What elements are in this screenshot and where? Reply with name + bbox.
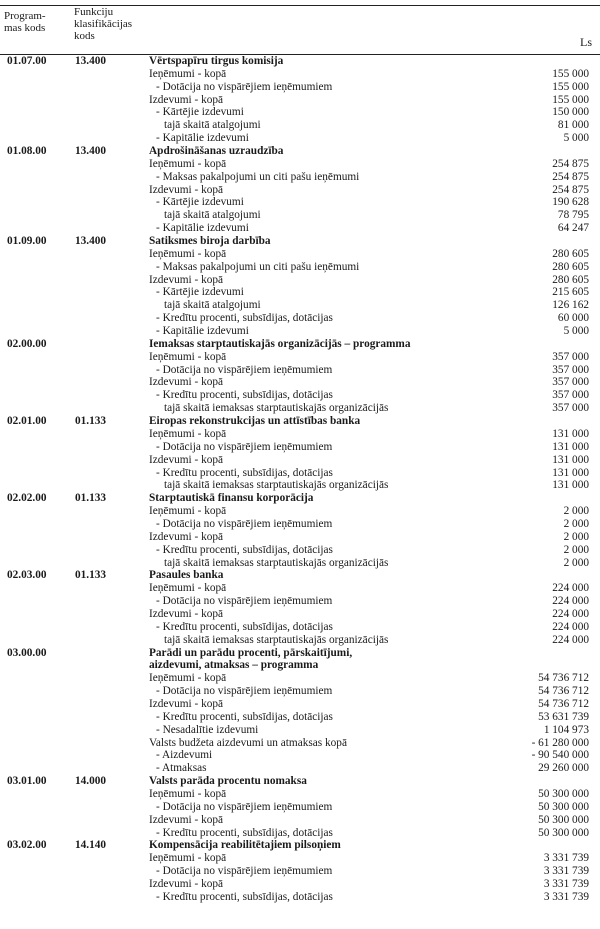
table-row [0, 364, 600, 377]
row-label: Ieņēmumi - kopā [149, 787, 227, 800]
row-label: - Kredītu procenti, subsīdijas, dotācijas [156, 710, 333, 723]
table-row [0, 827, 600, 840]
section-title-row [0, 839, 600, 852]
row-label: aizdevumi, atmaksas – programma [149, 659, 319, 672]
row-value: 357 000 [552, 376, 589, 389]
row-value: 280 605 [552, 273, 589, 286]
table-row [0, 454, 600, 467]
row-label: Eiropas rekonstrukcijas un attīstības banka [149, 415, 361, 428]
section-title-row [0, 659, 600, 672]
table-row [0, 634, 600, 647]
table-row [0, 402, 600, 415]
row-value: 357 000 [552, 389, 589, 402]
row-value: 54 736 712 [538, 697, 589, 710]
row-label: - Kapitālie izdevumi [156, 222, 249, 235]
table-row [0, 299, 600, 312]
table-row [0, 865, 600, 878]
row-value: 254 875 [552, 170, 589, 183]
function-code: 13.400 [75, 145, 107, 158]
table-row [0, 196, 600, 209]
row-value: 1 104 973 [543, 723, 589, 736]
row-value: 155 000 [552, 67, 589, 80]
table-row [0, 351, 600, 364]
row-label: Iemaksas starptautiskajās organizācijās – programma [149, 337, 411, 350]
row-label: Ieņēmumi - kopā [149, 350, 227, 363]
row-value: 54 736 712 [538, 672, 589, 685]
row-label: - Kārtējie izdevumi [156, 106, 244, 119]
row-value: 224 000 [552, 633, 589, 646]
table-row [0, 724, 600, 737]
function-code-header: Funkciju klasifikācijas kods [74, 6, 133, 42]
row-label: tajā skaitā iemaksas starptautiskajās organizācijās [164, 402, 389, 415]
row-label: - Kārtējie izdevumi [156, 286, 244, 299]
table-row [0, 106, 600, 119]
section-title-row [0, 569, 600, 582]
row-value: 150 000 [552, 106, 589, 119]
table-row [0, 557, 600, 570]
table-row [0, 376, 600, 389]
row-label: - Kredītu procenti, subsīdijas, dotācijas [156, 620, 333, 633]
row-label: Valsts budžeta aizdevumi un atmaksas kopā [149, 736, 347, 749]
section-title-row [0, 647, 600, 660]
table-row [0, 762, 600, 775]
program-code: 01.07.00 [7, 55, 47, 67]
row-label: Ieņēmumi - kopā [149, 582, 227, 595]
row-label: - Kredītu procenti, subsīdijas, dotācijas [156, 466, 333, 479]
table-row [0, 852, 600, 865]
row-value: 131 000 [552, 440, 589, 453]
table-row [0, 544, 600, 557]
table-row [0, 595, 600, 608]
budget-table-body [0, 55, 600, 904]
section-title-row [0, 145, 600, 158]
row-value: 78 795 [557, 209, 589, 222]
row-label: Ieņēmumi - kopā [149, 247, 227, 260]
row-label: tajā skaitā atalgojumi [164, 299, 261, 312]
row-label: - Dotācija no vispārējiem ieņēmumiem [156, 517, 333, 530]
row-value: 81 000 [557, 119, 589, 132]
row-label: - Dotācija no vispārējiem ieņēmumiem [156, 80, 333, 93]
function-code: 01.133 [75, 492, 107, 505]
table-row [0, 531, 600, 544]
row-label: - Kredītu procenti, subsīdijas, dotācijas [156, 826, 333, 839]
row-value: 280 605 [552, 260, 589, 273]
row-label: Kompensācija reabilitētajiem pilsoņiem [149, 839, 341, 852]
function-code: 01.133 [75, 569, 107, 582]
row-value: 2 000 [563, 556, 589, 569]
row-label: tajā skaitā atalgojumi [164, 209, 261, 222]
row-label: Ieņēmumi - kopā [149, 852, 227, 865]
function-code: 14.000 [75, 775, 107, 788]
row-label: Vērtspapīru tirgus komisija [149, 55, 284, 67]
table-row [0, 518, 600, 531]
table-row [0, 222, 600, 235]
row-value: 2 000 [563, 543, 589, 556]
row-label: Ieņēmumi - kopā [149, 157, 227, 170]
row-label: Valsts parāda procentu nomaksa [149, 775, 307, 788]
row-value: 155 000 [552, 93, 589, 106]
row-value: 50 300 000 [538, 813, 589, 826]
row-value: 3 331 739 [543, 852, 589, 865]
table-row [0, 119, 600, 132]
table-row [0, 184, 600, 197]
row-label: Ieņēmumi - kopā [149, 505, 227, 518]
row-label: - Kredītu procenti, subsīdijas, dotācijas [156, 312, 333, 325]
row-label: - Maksas pakalpojumi un citi pašu ieņēmumi [156, 260, 360, 273]
table-row [0, 685, 600, 698]
table-row [0, 274, 600, 287]
row-label: tajā skaitā iemaksas starptautiskajās organizācijās [164, 556, 389, 569]
section-title-row [0, 415, 600, 428]
row-label: Ieņēmumi - kopā [149, 672, 227, 685]
program-code: 03.00.00 [7, 646, 47, 659]
row-value: 3 331 739 [543, 890, 589, 903]
table-row [0, 325, 600, 338]
function-code: 13.400 [75, 235, 107, 248]
row-value: 190 628 [552, 196, 589, 209]
row-label: - Maksas pakalpojumi un citi pašu ieņēmumi [156, 170, 360, 183]
row-label: Pasaules banka [149, 569, 224, 582]
row-label: Izdevumi - kopā [149, 697, 224, 710]
table-row [0, 737, 600, 750]
row-label: Izdevumi - kopā [149, 813, 224, 826]
table-row [0, 814, 600, 827]
table-row [0, 158, 600, 171]
table-row [0, 132, 600, 145]
program-code: 02.00.00 [7, 337, 47, 350]
table-row [0, 286, 600, 299]
table-row [0, 878, 600, 891]
program-code: 01.09.00 [7, 235, 47, 248]
table-row [0, 94, 600, 107]
table-row [0, 672, 600, 685]
table-row [0, 312, 600, 325]
row-label: - Dotācija no vispārējiem ieņēmumiem [156, 363, 333, 376]
row-value: 2 000 [563, 505, 589, 518]
program-code: 01.08.00 [7, 145, 47, 158]
row-value: 29 260 000 [538, 762, 589, 775]
table-row [0, 467, 600, 480]
table-row [0, 621, 600, 634]
row-label: - Kredītu procenti, subsīdijas, dotācijas [156, 543, 333, 556]
row-label: Izdevumi - kopā [149, 183, 224, 196]
program-code: 02.03.00 [7, 569, 47, 582]
row-label: tajā skaitā iemaksas starptautiskajās organizācijās [164, 633, 389, 646]
row-label: - Kārtējie izdevumi [156, 196, 244, 209]
row-label: Izdevumi - kopā [149, 530, 224, 543]
function-code: 14.140 [75, 839, 107, 852]
row-value: 155 000 [552, 80, 589, 93]
program-code: 03.01.00 [7, 775, 47, 788]
row-value: 2 000 [563, 517, 589, 530]
program-code: 02.02.00 [7, 492, 47, 505]
table-row [0, 801, 600, 814]
row-label: Ieņēmumi - kopā [149, 427, 227, 440]
program-code: 02.01.00 [7, 415, 47, 428]
row-label: - Kapitālie izdevumi [156, 132, 249, 145]
row-value: 53 631 739 [538, 710, 589, 723]
function-code: 13.400 [75, 55, 107, 67]
table-row [0, 479, 600, 492]
row-value: 131 000 [552, 479, 589, 492]
table-row [0, 171, 600, 184]
row-label: - Nesadalītie izdevumi [156, 723, 259, 736]
table-row [0, 209, 600, 222]
row-label: - Dotācija no vispārējiem ieņēmumiem [156, 800, 333, 813]
row-label: Izdevumi - kopā [149, 878, 224, 890]
row-label: Starptautiskā finansu korporācija [149, 492, 314, 505]
table-row [0, 749, 600, 762]
table-row [0, 582, 600, 595]
row-value: - 61 280 000 [531, 736, 589, 749]
section-title-row [0, 338, 600, 351]
row-label: - Dotācija no vispārējiem ieņēmumiem [156, 440, 333, 453]
row-value: 254 875 [552, 157, 589, 170]
row-value: 280 605 [552, 247, 589, 260]
row-value: 224 000 [552, 620, 589, 633]
section-title-row [0, 55, 600, 68]
row-value: 131 000 [552, 453, 589, 466]
row-value: 126 162 [552, 299, 589, 312]
section-title-row [0, 235, 600, 248]
row-value: 64 247 [557, 222, 589, 235]
row-value: 5 000 [563, 132, 589, 145]
row-value: 254 875 [552, 183, 589, 196]
table-row [0, 441, 600, 454]
row-value: 60 000 [557, 312, 589, 325]
row-value: 3 331 739 [543, 878, 589, 890]
table-row [0, 261, 600, 274]
row-label: Satiksmes biroja darbība [149, 235, 271, 248]
row-value: 50 300 000 [538, 826, 589, 839]
section-title-row [0, 492, 600, 505]
row-value: 357 000 [552, 350, 589, 363]
row-value: 357 000 [552, 363, 589, 376]
row-label: Parādi un parādu procenti, pārskaitījumi, [149, 646, 353, 659]
row-label: - Dotācija no vispārējiem ieņēmumiem [156, 595, 333, 608]
row-label: Izdevumi - kopā [149, 273, 224, 286]
row-value: 215 605 [552, 286, 589, 299]
table-row [0, 68, 600, 81]
table-row [0, 711, 600, 724]
row-value: 50 300 000 [538, 787, 589, 800]
row-label: - Dotācija no vispārējiem ieņēmumiem [156, 685, 333, 698]
row-label: - Kredītu procenti, subsīdijas, dotācijas [156, 389, 333, 402]
table-row [0, 81, 600, 94]
row-label: Izdevumi - kopā [149, 453, 224, 466]
row-label: Apdrošināšanas uzraudzība [149, 145, 284, 158]
table-row [0, 248, 600, 261]
row-value: 224 000 [552, 582, 589, 595]
table-row [0, 891, 600, 904]
section-title-row [0, 775, 600, 788]
row-value: 3 331 739 [543, 865, 589, 878]
function-code: 01.133 [75, 415, 107, 428]
row-value: 131 000 [552, 466, 589, 479]
row-label: tajā skaitā atalgojumi [164, 119, 261, 132]
table-row [0, 505, 600, 518]
row-label: Izdevumi - kopā [149, 93, 224, 106]
row-value: 50 300 000 [538, 800, 589, 813]
table-header [0, 5, 600, 55]
currency-header: Ls [580, 35, 592, 49]
row-label: Izdevumi - kopā [149, 376, 224, 389]
program-code: 03.02.00 [7, 839, 47, 852]
row-value: 357 000 [552, 402, 589, 415]
row-value: 5 000 [563, 325, 589, 338]
program-code-header: Program- mas kods [4, 10, 46, 34]
row-label: - Dotācija no vispārējiem ieņēmumiem [156, 865, 333, 878]
row-value: 54 736 712 [538, 685, 589, 698]
row-value: 224 000 [552, 595, 589, 608]
table-row [0, 788, 600, 801]
row-label: Izdevumi - kopā [149, 607, 224, 620]
row-value: 224 000 [552, 607, 589, 620]
table-row [0, 698, 600, 711]
row-label: - Kredītu procenti, subsīdijas, dotācijas [156, 890, 333, 903]
row-value: 131 000 [552, 427, 589, 440]
row-value: - 90 540 000 [531, 749, 589, 762]
row-label: tajā skaitā iemaksas starptautiskajās organizācijās [164, 479, 389, 492]
table-row [0, 389, 600, 402]
row-label: Ieņēmumi - kopā [149, 67, 227, 80]
row-label: - Atmaksas [156, 762, 207, 775]
table-row [0, 428, 600, 441]
row-label: - Aizdevumi [156, 749, 213, 762]
row-label: - Kapitālie izdevumi [156, 325, 249, 338]
row-value: 2 000 [563, 530, 589, 543]
table-row [0, 608, 600, 621]
